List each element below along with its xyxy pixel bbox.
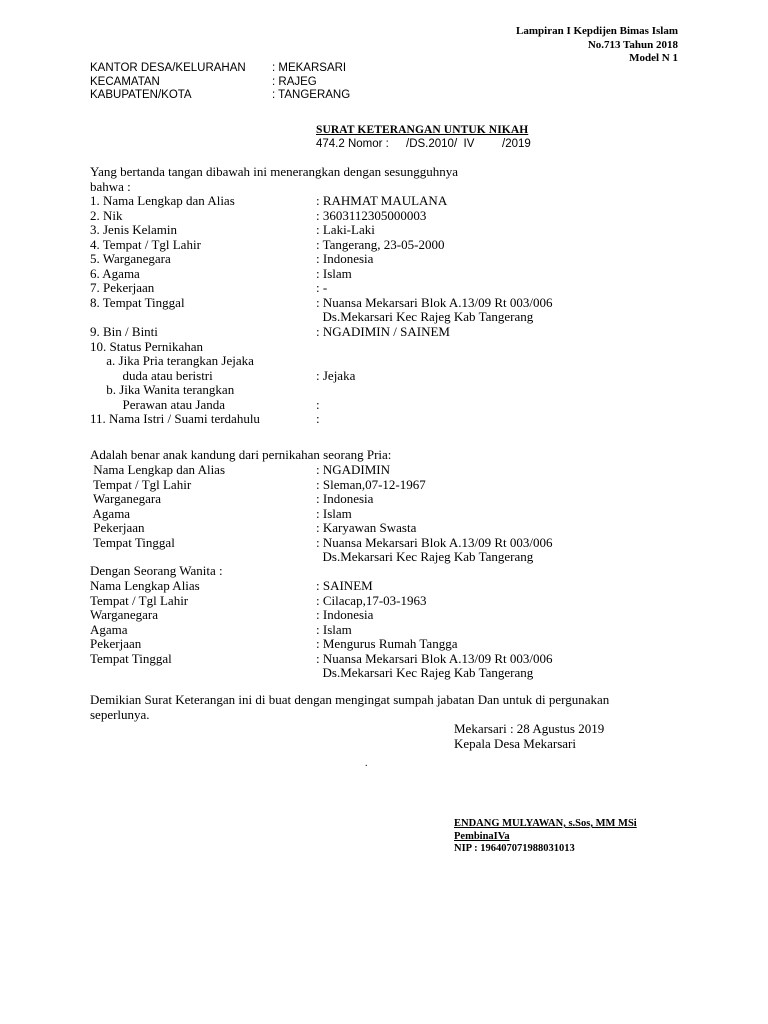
field-label: Nama Lengkap Alias: [90, 578, 200, 593]
field-label: 5. Warganegara: [90, 251, 171, 267]
field-label: 4. Tempat / Tgl Lahir: [90, 236, 201, 252]
field-label: 9. Bin / Binti: [90, 323, 158, 339]
intro-line: bahwa :: [90, 179, 131, 194]
field-value: : Nuansa Mekarsari Blok A.13/09 Rt 003/006: [316, 534, 553, 550]
number-mid: /DS.2010/ IV: [406, 138, 475, 150]
field-value: : SAINEM: [316, 578, 373, 593]
field-label: Agama: [90, 505, 131, 521]
field-label: Pekerjaan: [90, 520, 145, 535]
field-label: 7. Pekerjaan: [90, 280, 155, 296]
father-intro: Adalah benar anak kandung dari pernikahan seorang Pria:: [90, 447, 392, 462]
number-prefix: 474.2 Nomor :: [316, 138, 389, 150]
field-value: : Islam: [316, 505, 352, 521]
office-row: [90, 89, 350, 103]
official-name: ENDANG MULYAWAN, s.Sos, MM MSi: [454, 818, 637, 829]
field-value: : 3603112305000003: [316, 207, 427, 223]
office-row: [90, 76, 350, 90]
field-label: duda atau beristri: [90, 367, 213, 383]
field-value: :: [316, 411, 320, 427]
field-label: Agama: [90, 621, 128, 637]
official-block: [454, 818, 637, 856]
field-label: 3. Jenis Kelamin: [90, 222, 178, 238]
field-label: Perawan atau Janda: [90, 396, 226, 412]
field-value: : Karyawan Swasta: [316, 520, 417, 535]
field-label: 2. Nik: [90, 207, 123, 223]
office-label: KANTOR DESA/KELURAHAN: [90, 62, 246, 74]
closing-line: Demikian Surat Keterangan ini di buat dengan mengingat sumpah jabatan Dan untuk di pergunakan: [90, 692, 610, 707]
office-value: : RAJEG: [272, 75, 317, 88]
field-label: 11. Nama Istri / Suami terdahulu: [90, 411, 260, 427]
field-value: : -: [316, 280, 328, 296]
office-block: [90, 62, 350, 103]
field-label: Tempat Tinggal: [90, 650, 172, 666]
closing-line: seperlunya.: [90, 707, 150, 722]
field-value: : Nuansa Mekarsari Blok A.13/09 Rt 003/006: [316, 650, 553, 666]
field-value: Ds.Mekarsari Kec Rajeg Kab Tangerang: [316, 665, 534, 680]
field-value: : Indonesia: [316, 251, 374, 267]
signature-mark: .: [365, 758, 368, 769]
field-value: : Indonesia: [316, 491, 374, 506]
official-rank: PembinaIVa: [454, 830, 510, 842]
field-label: 6. Agama: [90, 265, 140, 281]
field-value: : Laki-Laki: [316, 222, 375, 238]
field-value: : NGADIMIN: [316, 462, 391, 477]
field-label: Tempat / Tgl Lahir: [90, 476, 192, 492]
model-code: Model N 1: [629, 52, 678, 64]
office-value: : MEKARSARI: [272, 62, 347, 74]
mother-intro: Dengan Seorang Wanita :: [90, 563, 223, 578]
field-value: : Mengurus Rumah Tangga: [316, 636, 458, 651]
field-value: : Cilacap,17-03-1963: [316, 592, 427, 608]
field-value: : Nuansa Mekarsari Blok A.13/09 Rt 003/006: [316, 294, 553, 310]
field-label: 8. Tempat Tinggal: [90, 294, 185, 310]
field-value: : Tangerang, 23-05-2000: [316, 236, 445, 252]
field-label: Pekerjaan: [90, 636, 142, 651]
number-year: /2019: [502, 138, 531, 150]
attachment-number: No.713 Tahun 2018: [587, 38, 678, 51]
signer-position: Kepala Desa Mekarsari: [454, 736, 576, 751]
field-label: Warganegara: [90, 491, 162, 506]
field-label: Tempat Tinggal: [90, 534, 175, 550]
field-label: 10. Status Pernikahan: [90, 338, 204, 354]
document-number: [316, 138, 531, 150]
field-label: b. Jika Wanita terangkan: [90, 382, 235, 398]
office-row: [90, 62, 350, 76]
field-value: : NGADIMIN / SAINEM: [316, 323, 450, 339]
attachment-header: [516, 25, 678, 66]
field-label: Tempat / Tgl Lahir: [90, 592, 189, 608]
field-value: :: [316, 396, 320, 412]
field-label: a. Jika Pria terangkan Jejaka: [90, 353, 254, 369]
field-value: : Sleman,07-12-1967: [316, 476, 426, 492]
field-value: Ds.Mekarsari Kec Rajeg Kab Tangerang: [316, 549, 534, 564]
office-label: KECAMATAN: [90, 75, 160, 88]
field-label: Nama Lengkap dan Alias: [90, 462, 226, 477]
field-value: : Islam: [316, 621, 352, 637]
field-value: : RAHMAT MAULANA: [316, 193, 448, 208]
field-value: : Islam: [316, 265, 352, 281]
intro-line: Yang bertanda tangan dibawah ini menerangkan dengan sesungguhnya: [90, 164, 458, 179]
office-value: : TANGERANG: [272, 89, 351, 101]
attachment-ref: Lampiran I Kepdijen Bimas Islam: [516, 25, 678, 37]
field-value: : Indonesia: [316, 607, 374, 622]
document-title: SURAT KETERANGAN UNTUK NIKAH: [316, 124, 529, 136]
official-nip: NIP : 196407071988031013: [454, 843, 575, 854]
office-label: KABUPATEN/KOTA: [90, 89, 192, 101]
place-date: Mekarsari : 28 Agustus 2019: [454, 721, 605, 736]
field-label: Warganegara: [90, 607, 159, 622]
field-value: : Jejaka: [316, 367, 356, 383]
field-label: 1. Nama Lengkap dan Alias: [90, 193, 235, 208]
field-value: Ds.Mekarsari Kec Rajeg Kab Tangerang: [316, 309, 534, 325]
